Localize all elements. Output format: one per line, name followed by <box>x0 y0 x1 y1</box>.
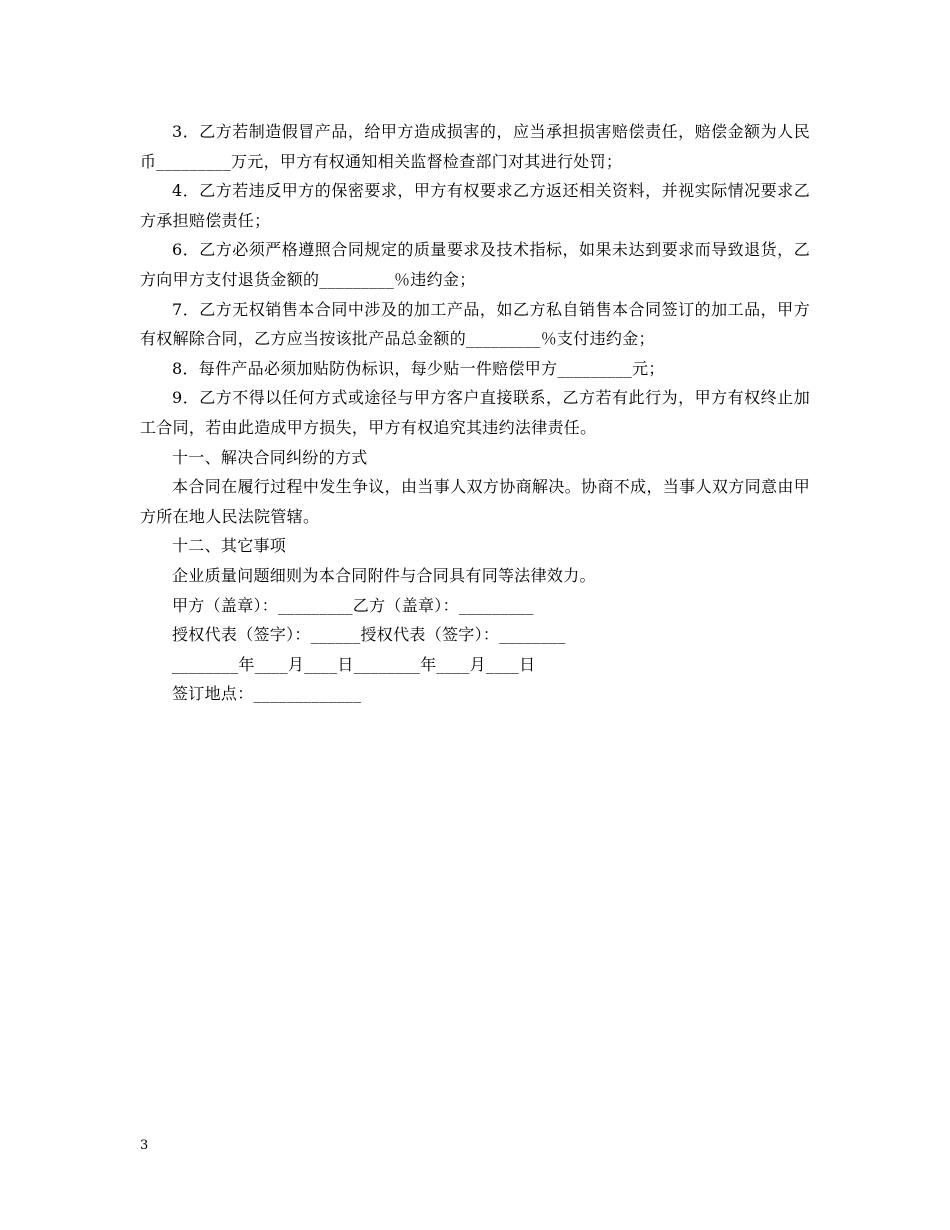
clause-3: 3．乙方若制造假冒产品，给甲方造成损害的，应当承担损害赔偿责任，赔偿金额为人民币_________万元，甲方有权通知相关监督检查部门对其进行处罚； <box>140 122 810 171</box>
signature-line: 授权代表（签字）：______授权代表（签字）：________ <box>172 625 566 645</box>
section-heading-dispute: 十一、解决合同纠纷的方式 <box>172 447 368 467</box>
section-heading-other: 十二、其它事项 <box>172 536 287 556</box>
location-line: 签订地点：_____________ <box>172 684 362 704</box>
date-line: ________年____月____日________年____月____日 <box>172 654 536 674</box>
clause-8: 8．每件产品必须加贴防伪标识，每少贴一件赔偿甲方_________元； <box>172 358 665 378</box>
clause-4: 4．乙方若违反甲方的保密要求，甲方有权要求乙方返还相关资料，并视实际情况要求乙方承担赔偿责任； <box>140 181 810 230</box>
clause-7: 7．乙方无权销售本合同中涉及的加工产品，如乙方私自销售本合同签订的加工品，甲方有权解除合同，乙方应当按该批产品总金额的_________％支付违约金； <box>140 299 810 349</box>
other-text: 企业质量问题细则为本合同附件与合同具有同等法律效力。 <box>172 565 596 585</box>
seal-line: 甲方（盖章）：_________乙方（盖章）：_________ <box>172 595 534 615</box>
clause-9: 9．乙方不得以任何方式或途径与甲方客户直接联系，乙方若有此行为，甲方有权终止加工合同，若由此造成甲方损失，甲方有权追究其违约法律责任。 <box>140 388 810 437</box>
dispute-text: 本合同在履行过程中发生争议，由当事人双方协商解决。协商不成，当事人双方同意由甲方所在地人民法院管辖。 <box>140 477 810 526</box>
page-number: 3 <box>140 1138 149 1153</box>
clause-6: 6．乙方必须严格遵照合同规定的质量要求及技术指标，如果未达到要求而导致退货，乙方向甲方支付退货金额的_________％违约金； <box>140 240 810 289</box>
document-body <box>140 117 810 709</box>
